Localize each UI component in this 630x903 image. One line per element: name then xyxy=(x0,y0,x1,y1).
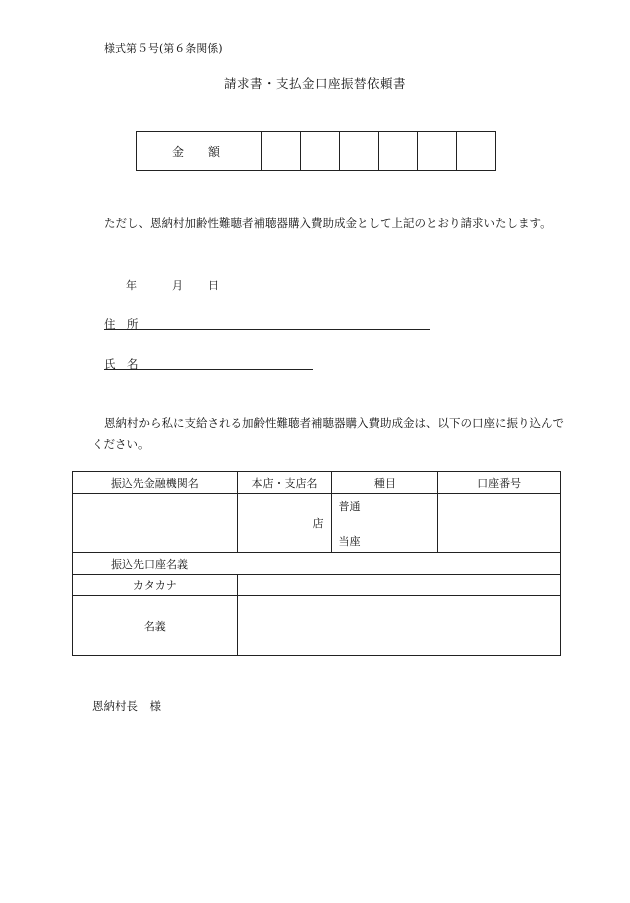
addressee: 恩納村長 様 xyxy=(92,699,161,713)
holder-section-label: 振込先口座名義 xyxy=(73,553,561,575)
branch-cell[interactable] xyxy=(237,494,332,553)
transfer-request-line-2: ください。 xyxy=(92,437,150,451)
account-number-cell[interactable] xyxy=(438,494,561,553)
amount-digit-3[interactable] xyxy=(340,132,379,171)
amount-digit-5[interactable] xyxy=(418,132,457,171)
header-institution: 振込先金融機関名 xyxy=(73,472,238,494)
address-label: 住 所 xyxy=(104,317,139,331)
amount-digit-4[interactable] xyxy=(379,132,418,171)
katakana-label: カタカナ xyxy=(73,575,238,596)
form-number: 様式第５号(第６条関係) xyxy=(104,42,223,55)
header-branch: 本店・支店名 xyxy=(237,472,332,494)
date-day: 日 xyxy=(208,279,219,292)
bank-account-table xyxy=(72,471,561,656)
holder-name-cell[interactable] xyxy=(237,596,560,656)
type-ordinary[interactable]: 普通 xyxy=(338,500,361,513)
transfer-request-line-1: 恩納村から私に支給される加齢性難聴者補聴器購入費助成金は、以下の口座に振り込んで xyxy=(104,416,564,430)
date-month: 月 xyxy=(172,279,183,292)
amount-label: 金 額 xyxy=(137,132,262,171)
amount-digit-2[interactable] xyxy=(301,132,340,171)
type-current[interactable]: 当座 xyxy=(338,535,361,548)
name-label: 氏 名 xyxy=(104,357,139,371)
amount-digit-6[interactable] xyxy=(457,132,496,171)
document-title: 請求書・支払金口座振替依頼書 xyxy=(223,76,406,91)
katakana-cell[interactable] xyxy=(237,575,560,596)
header-account-number: 口座番号 xyxy=(438,472,561,494)
header-type: 種目 xyxy=(332,472,438,494)
branch-suffix: 店 xyxy=(312,517,324,530)
institution-cell[interactable] xyxy=(73,494,238,553)
claim-statement: ただし、恩納村加齢性難聴者補聴器購入費助成金として上記のとおり請求いたします。 xyxy=(104,216,552,230)
name-input-line[interactable] xyxy=(104,369,313,370)
amount-digit-1[interactable] xyxy=(262,132,301,171)
amount-box xyxy=(136,131,496,171)
address-input-line[interactable] xyxy=(104,329,430,330)
date-year: 年 xyxy=(126,279,137,292)
holder-name-label: 名義 xyxy=(73,596,238,656)
type-cell[interactable] xyxy=(332,494,438,553)
